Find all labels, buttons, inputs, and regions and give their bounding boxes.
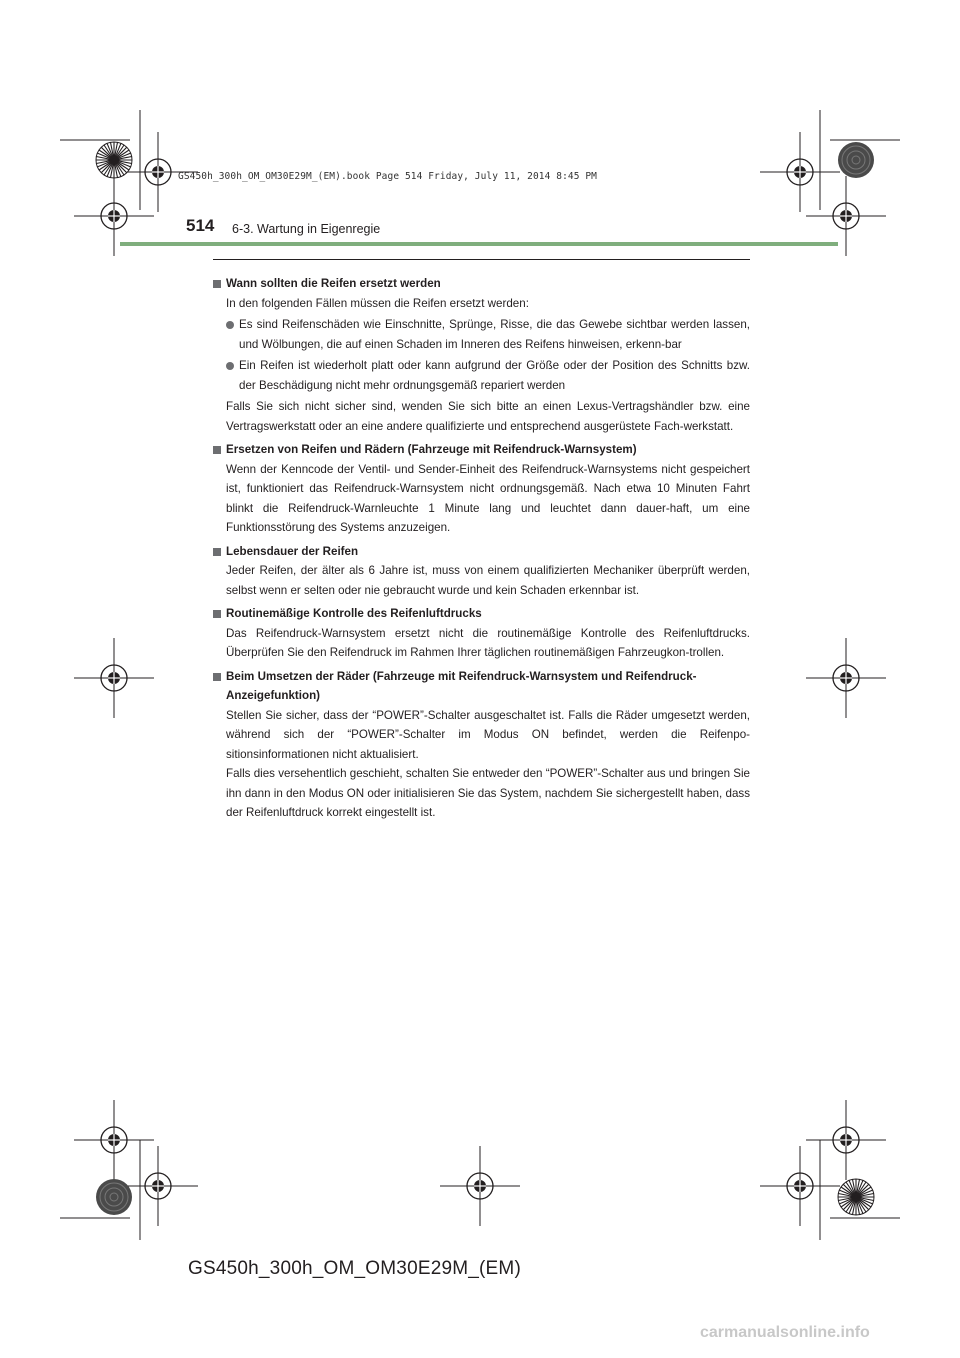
heading-routine-pressure-check: Routinemäßige Kontrolle des Reifenluftdrucks — [213, 604, 750, 624]
paragraph: Falls Sie sich nicht sicher sind, wenden Sie sich bitte an einen Lexus-Vertragshändler bzw. eine Vertragswerkstatt oder an eine andere qualifizierte und entsprechend ausgerüstete Fach-werkstatt. — [226, 400, 750, 433]
header-rule — [120, 242, 838, 246]
book-info-line: GS450h_300h_OM_OM30E29M_(EM).book Page 514 Friday, July 11, 2014 8:45 PM — [178, 171, 598, 182]
watermark: carmanualsonline.info — [700, 1324, 870, 1341]
paragraph: Wenn der Kenncode der Ventil- und Sender-Einheit des Reifendruck-Warnsystems nicht gespeichert ist, funktioniert das Reifendruck-Warnsystem nicht ordnungsgemäß. Nach etwa 10 Minuten Fahrt blinkt die Reifendruck-Warnleuchte 1 Minute lang und leuchtet dann dauer-haft, um eine Funktionsstörung des Systems anzuzeigen. — [226, 462, 750, 534]
manual-code: GS450h_300h_OM_OM30E29M_(EM) — [188, 1258, 521, 1279]
square-bullet-icon — [213, 673, 221, 681]
content-top-rule — [213, 259, 750, 260]
round-bullet-icon — [226, 321, 234, 329]
square-bullet-icon — [213, 610, 221, 618]
bullet-item: Ein Reifen ist wiederholt platt oder kann aufgrund der Größe oder der Position des Schnitts bzw. der Beschädigung nicht mehr ordnungsgemäß repariert werden — [213, 356, 750, 395]
paragraph: Das Reifendruck-Warnsystem ersetzt nicht die routinemäßige Kontrolle des Reifenluftdrucks. Überprüfen Sie den Reifendruck im Rahmen Ihrer täglichen routinemäßigen Fahrzeugkon-trollen. — [226, 626, 750, 659]
heading-tire-replacement: Wann sollten die Reifen ersetzt werden — [213, 274, 750, 294]
heading-replacing-tires-wheels: Ersetzen von Reifen und Rädern (Fahrzeuge mit Reifendruck-Warnsystem) — [213, 440, 750, 460]
bullet-item: Es sind Reifenschäden wie Einschnitte, Sprünge, Risse, die das Gewebe sichtbar werden lassen, und Wölbungen, die auf einen Schaden im Inneren des Reifens hinweisen, erkenn-bar — [213, 315, 750, 354]
heading-tire-lifespan: Lebensdauer der Reifen — [213, 542, 750, 562]
paragraph: Jeder Reifen, der älter als 6 Jahre ist, muss von einem qualifizierten Mechaniker überprüft werden, selbst wenn er selten oder nie gebraucht wurde und kein Schaden erkennbar ist. — [226, 564, 750, 597]
paragraph: In den folgenden Fällen müssen die Reifen ersetzt werden: — [226, 296, 529, 310]
page-number: 514 — [186, 216, 215, 235]
section-title: 6-3. Wartung in Eigenregie — [232, 222, 381, 236]
paragraph: Stellen Sie sicher, dass der “POWER”-Schalter ausgeschaltet ist. Falls die Räder umgesetzt werden, während sich der “POWER”-Schalter im Modus ON befindet, werden die Reifenpo-sitionsinformationen nicht aktualisiert. — [226, 708, 750, 761]
square-bullet-icon — [213, 548, 221, 556]
page-content — [213, 270, 750, 825]
paragraph: Falls dies versehentlich geschieht, schalten Sie entweder den “POWER”-Schalter aus und bringen Sie ihn dann in den Modus ON oder initialisieren Sie das System, nachdem Sie sichergestellt haben, dass der Reifenluftdruck korrekt eingestellt ist. — [226, 767, 750, 819]
square-bullet-icon — [213, 280, 221, 288]
square-bullet-icon — [213, 446, 221, 454]
heading-wheel-rotation: Beim Umsetzen der Räder (Fahrzeuge mit Reifendruck-Warnsystem und Reifendruck-Anzeigefunktion) — [213, 667, 750, 706]
round-bullet-icon — [226, 362, 234, 370]
